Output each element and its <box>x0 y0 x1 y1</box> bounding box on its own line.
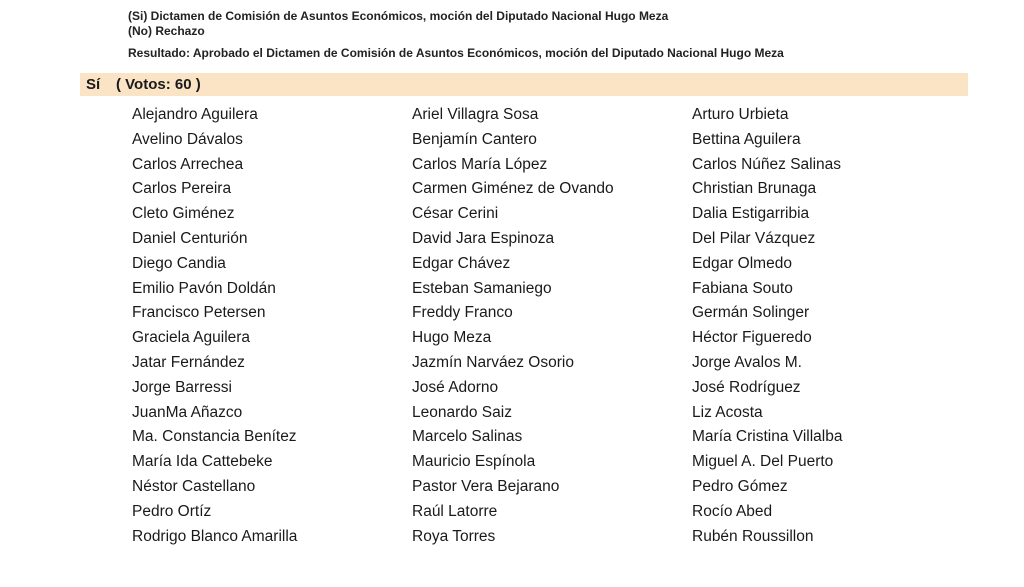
voter-name: Dalia Estigarribia <box>692 205 810 223</box>
voter-name: María Cristina Villalba <box>692 428 843 446</box>
voter-name: Cleto Giménez <box>132 205 235 223</box>
voter-name: Carlos Núñez Salinas <box>692 155 842 173</box>
voter-name: Néstor Castellano <box>132 477 256 495</box>
voter-name: José Rodríguez <box>692 378 801 396</box>
voter-name: Francisco Petersen <box>132 304 266 322</box>
voter-name: Edgar Olmedo <box>692 254 792 272</box>
voter-name: Jorge Barressi <box>132 378 232 396</box>
vote-count: ( Votos: 60 ) <box>116 76 201 93</box>
voter-name: Carlos Pereira <box>132 180 232 198</box>
motion-option-no: (No) Rechazo <box>128 24 205 38</box>
voter-name: Christian Brunaga <box>692 180 817 198</box>
voter-name: Ariel Villagra Sosa <box>412 106 539 123</box>
voter-name: Germán Solinger <box>692 304 810 322</box>
voter-name: Fabiana Souto <box>692 279 793 297</box>
voter-name: Roya Torres <box>412 527 496 545</box>
voter-name: Bettina Aguilera <box>692 130 801 148</box>
voter-name: Alejandro Aguilera <box>132 106 258 123</box>
voter-name: Diego Candia <box>132 254 226 272</box>
voter-name: Liz Acosta <box>692 403 763 421</box>
voter-name: Pastor Vera Bejarano <box>412 477 560 495</box>
voter-name: Carmen Giménez de Ovando <box>412 180 614 198</box>
voter-name: Benjamín Cantero <box>412 130 537 148</box>
voter-name: Miguel A. Del Puerto <box>692 453 834 471</box>
voter-name: Avelino Dávalos <box>132 130 243 148</box>
voter-name: Mauricio Espínola <box>412 453 536 471</box>
voter-name: Rodrigo Blanco Amarilla <box>132 527 298 545</box>
vote-section-label: Sí <box>86 76 101 93</box>
voter-name: Jatar Fernández <box>132 353 245 371</box>
motion-result: Resultado: Aprobado el Dictamen de Comisión de Asuntos Económicos, moción del Diputado Nacional Hugo Meza <box>128 46 784 60</box>
voter-name: Freddy Franco <box>412 304 513 322</box>
voter-name: José Adorno <box>412 378 499 396</box>
voter-name: Graciela Aguilera <box>132 329 251 347</box>
voter-name: Marcelo Salinas <box>412 428 523 446</box>
voter-name: César Cerini <box>412 205 499 223</box>
vote-section-header <box>80 73 968 96</box>
voter-name: Esteban Samaniego <box>412 279 552 297</box>
voter-name: Rocío Abed <box>692 502 773 520</box>
motion-option-si: (Si) Dictamen de Comisión de Asuntos Económicos, moción del Diputado Nacional Hugo Meza <box>128 9 669 23</box>
voter-name: Arturo Urbieta <box>692 106 789 123</box>
voter-name: Carlos Arrechea <box>132 155 244 173</box>
voter-name: Rubén Roussillon <box>692 527 814 545</box>
voter-name: María Ida Cattebeke <box>132 453 273 471</box>
voter-name: Héctor Figueredo <box>692 329 812 347</box>
voter-names-grid <box>132 103 972 549</box>
voter-name: Emilio Pavón Doldán <box>132 279 276 297</box>
voter-name: Leonardo Saiz <box>412 403 512 421</box>
voter-name: JuanMa Añazco <box>132 403 243 421</box>
voter-name: Del Pilar Vázquez <box>692 229 816 247</box>
voter-name: Daniel Centurión <box>132 229 248 247</box>
voter-name: Edgar Chávez <box>412 254 511 272</box>
motion-header <box>128 9 988 61</box>
voter-name: Hugo Meza <box>412 329 492 347</box>
voter-name: Raúl Latorre <box>412 502 498 520</box>
voter-name: Jorge Avalos M. <box>692 353 802 371</box>
voter-name: Carlos María López <box>412 155 548 173</box>
voter-name: Pedro Ortíz <box>132 502 212 520</box>
voter-name: Ma. Constancia Benítez <box>132 428 297 446</box>
voter-name: Jazmín Narváez Osorio <box>412 353 574 371</box>
voter-name: David Jara Espinoza <box>412 229 555 247</box>
voter-name: Pedro Gómez <box>692 477 788 495</box>
